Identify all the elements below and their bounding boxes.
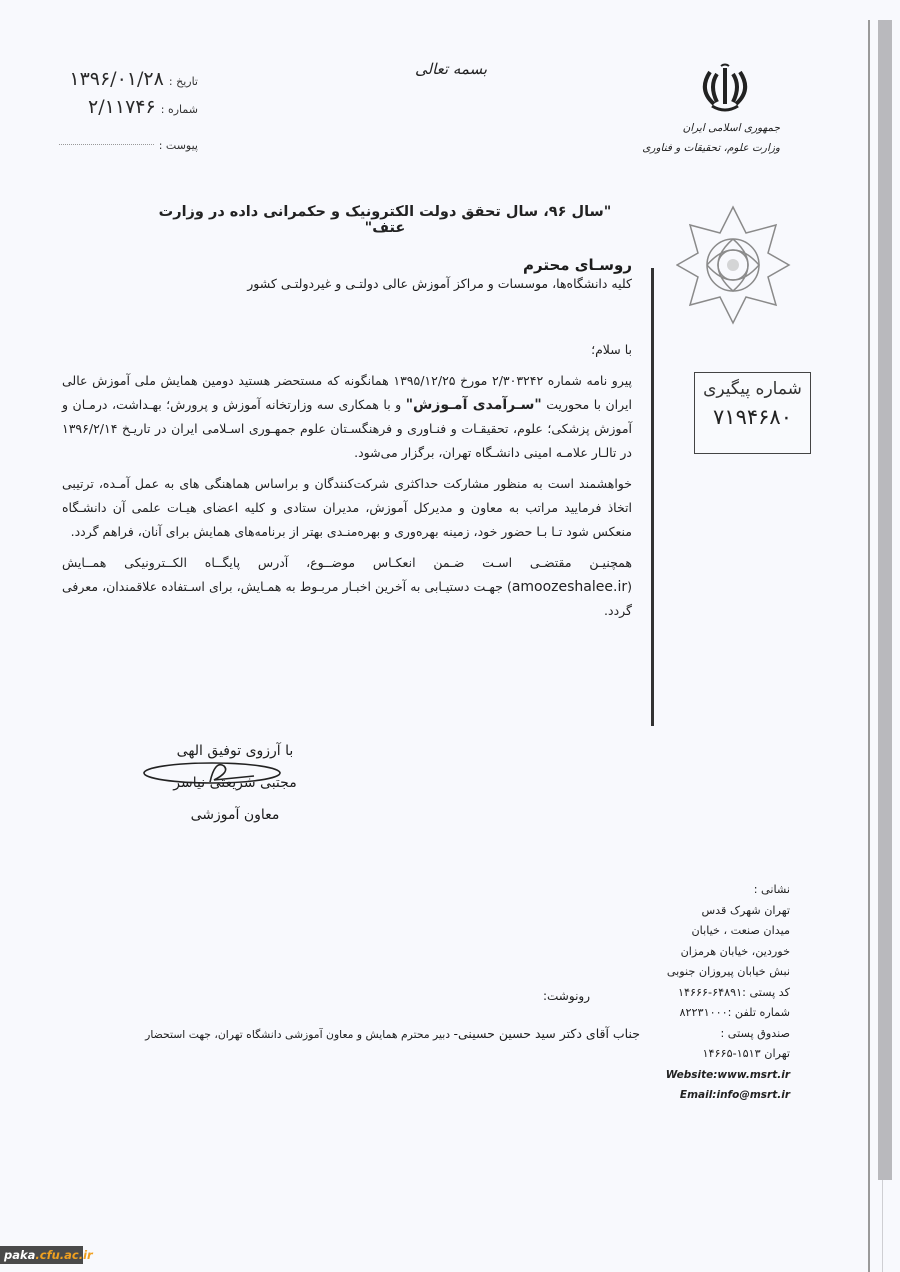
signatory-title: معاون آموزشی [190, 807, 280, 823]
recipient-title: روسـای محترم [523, 256, 632, 274]
paragraph-1-b: و با همکاری سه وزارتخانه آموزش و پرورش؛ بهـداشت، درمـان و آموزش پزشکی؛ علوم، تحقیقـات و فنـاوری و فرهنگسـتان علوم جمهـوری اسـلامی ایران در تاریـخ ۱۳۹۶/۲/۱۴ در تالـار علامـه امینی دانشـگاه تهران، برگزار می‌شود. [62, 397, 632, 460]
recipient-block [160, 256, 632, 291]
cc-title: رونوشت: [542, 989, 590, 1003]
number-value: ۲/۱۱۷۴۶ [88, 96, 156, 118]
address-line: خوردین، خیابان هرمزان [680, 944, 790, 958]
conference-theme: "سـرآمدی آمـوزش" [405, 397, 542, 413]
phone-number: شماره تلفن :۸۲۲۳۱۰۰۰ [679, 1006, 790, 1019]
tracking-label: شماره پیگیری [703, 379, 802, 399]
ministry-name [642, 118, 780, 158]
paragraph-3-a: همچنیـن مقتضـی اسـت ضـمن انعکـاس موضــوع، آدرس پایگــاه الکــترونیکی همــایش ( [62, 555, 632, 594]
letter-body [62, 338, 632, 630]
watermark-part1: paka [4, 1248, 36, 1262]
address-line: میدان صنعت ، خیابان [691, 924, 790, 937]
paragraph-2: خواهشمند است به منظور مشارکت حداکثری شرکت‌کنندگان و براساس هماهنگی های به عمل آمـده، ترتیبی اتخاذ فرمایید مراتب به معاون و مدیرکل آموزش، مدیران ستادی و کلیه اعضای هیـات علمی آن دانشـگاه منعکس شود تـا بـا حضور خود، زمینه بهره‌وری و بهره‌منـدی بهتر از برنامه‌های همایش برای آنان، فراهم گردد. [62, 476, 632, 539]
scan-edge-shadow [878, 20, 892, 1180]
ministry-line-name: وزارت علوم، تحقیقات و فناوری [642, 142, 780, 154]
cc-description: دبیر محترم همایش و معاون آموزشی دانشگاه تهران، جهت استحضار [145, 1028, 454, 1041]
address-line: نبش خیابان پیروزان جنوبی [666, 965, 790, 978]
tracking-number-box [694, 372, 811, 454]
number-row [88, 96, 198, 118]
postal-code: کد پستی :۶۴۸۹۱-۱۴۶۶۶ [677, 985, 790, 999]
po-box-label: صندوق پستی : [720, 1026, 790, 1040]
number-label: شماره : [160, 103, 198, 116]
attachment-blank [59, 144, 154, 145]
ministry-address [650, 880, 790, 1106]
bismillah-heading: بسمه تعالی [415, 60, 488, 78]
date-value: ۱۳۹۶/۰۱/۲۸ [69, 68, 164, 90]
date-row [69, 68, 198, 90]
site-watermark[interactable] [0, 1246, 93, 1264]
signatory-name: مجتبی شریعتی نیاسر [173, 775, 297, 791]
address-label: نشانی : [753, 883, 790, 896]
scan-edge-line [868, 20, 870, 1272]
date-label: تاریخ : [168, 75, 198, 88]
ministry-line-country: جمهوری اسلامی ایران [682, 122, 780, 134]
attachment-row [59, 134, 198, 153]
cc-name: جناب آقای دکتر سید حسین حسینی- [453, 1026, 640, 1041]
po-box-value: تهران ۱۵۱۳-۱۴۶۶۵ [702, 1047, 790, 1060]
watermark-part2: .cfu.ac.ir [35, 1248, 93, 1262]
closing-wish: با آرزوی توفیق الهی [176, 743, 294, 759]
email: Email:info@msrt.ir [679, 1089, 790, 1101]
iran-emblem-icon [700, 62, 750, 114]
attachment-label: پیوست : [158, 139, 198, 152]
recipient-line: کلیه دانشگاه‌ها، موسسات و مراکز آموزش عالی دولتـی و غیردولتـی کشور [247, 276, 632, 291]
paragraph-3 [62, 551, 632, 623]
greeting: با سلام؛ [591, 342, 632, 357]
cc-recipient [105, 1026, 640, 1041]
margin-rule [651, 268, 654, 726]
scan-edge-line-lower [882, 1180, 883, 1272]
paragraph-1-a: پیرو نامه شماره ۲/۳۰۳۲۴۲ مورخ ۱۳۹۵/۱۲/۲۵ همانگونه که مستحضر هستید دومین همایش ملی آموزش عالی ایران با محوریت [62, 373, 632, 412]
paragraph-1 [62, 369, 632, 465]
conference-url: amoozeshalee.ir [511, 579, 628, 595]
ornament-star-icon [676, 205, 791, 325]
paragraph-3-b: ) جهـت دستیـابی به آخرین اخبـار مربـوط به همـایش، برای اسـتفاده علاقمندان، معرفی گردد. [62, 579, 632, 618]
website: Website:www.msrt.ir [665, 1068, 790, 1081]
signature-icon [140, 758, 285, 790]
year-slogan: "سال ۹۶، سال تحقق دولت الکترونیک و حکمرانی داده در وزارت عتف" [158, 204, 612, 236]
tracking-number: ۷۱۹۴۶۸۰ [713, 405, 792, 429]
address-line: تهران شهرک قدس [701, 903, 790, 917]
